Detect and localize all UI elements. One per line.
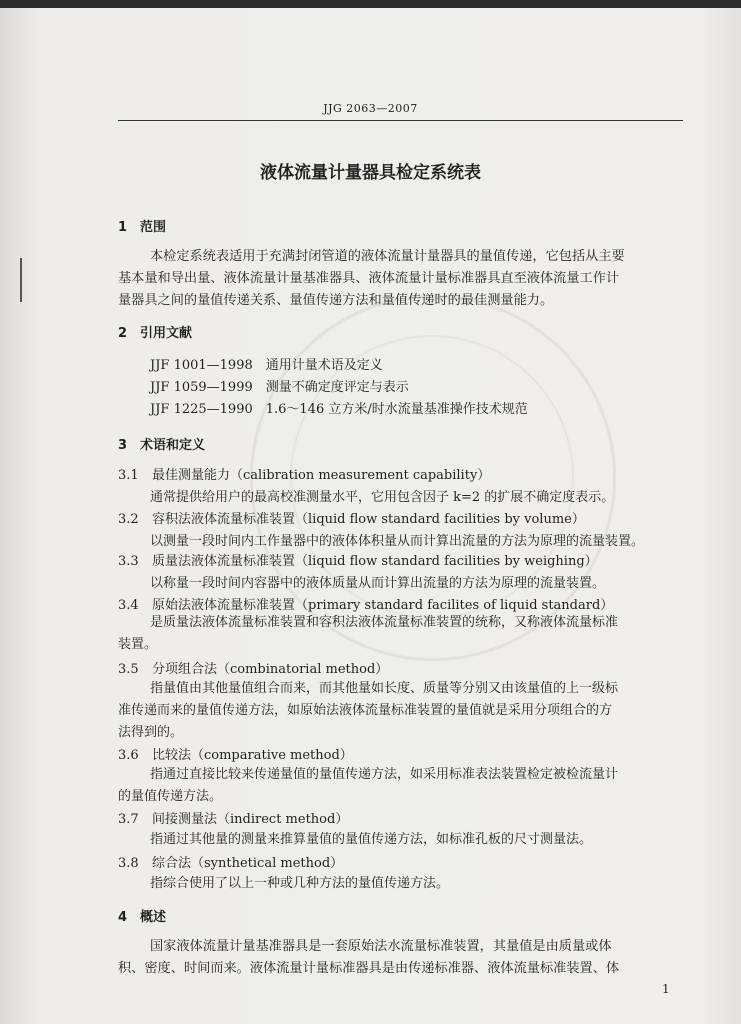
section-number: 3 xyxy=(118,438,128,453)
term-number: 3.4 xyxy=(118,598,139,613)
term-title: 间接测量法（indirect method） xyxy=(152,812,349,827)
term-number: 3.6 xyxy=(118,748,139,763)
section-title: 范围 xyxy=(140,220,167,235)
section-heading-references xyxy=(118,322,192,341)
term-title: 分项组合法（combinatorial method） xyxy=(152,662,389,677)
term-heading xyxy=(118,808,348,827)
term-title: 原始法液体流量标准装置（primary standard facilites of liquid standard） xyxy=(152,598,614,613)
scan-top-edge xyxy=(0,0,741,8)
text-line: 是质量法液体流量标准装置和容积法液体流量标准装置的统称，又称液体流量标准 xyxy=(150,615,619,630)
section-heading-terms xyxy=(118,434,205,453)
text-line: 法得到的。 xyxy=(118,725,184,740)
term-title: 容积法液体流量标准装置（liquid flow standard facilities by volume） xyxy=(152,512,585,527)
term-title: 质量法液体流量标准装置（liquid flow standard facilities by weighing） xyxy=(152,554,598,569)
text-line: 的量值传递方法。 xyxy=(118,789,223,804)
section-number: 1 xyxy=(118,220,128,235)
term-number: 3.2 xyxy=(118,512,139,527)
term-definition xyxy=(118,764,686,808)
section-number: 2 xyxy=(118,326,128,341)
term-heading xyxy=(118,464,490,483)
term-definition: 指通过其他量的测量来推算量值的量值传递方法，如标准孔板的尺寸测量法。 xyxy=(150,832,593,847)
text-line: 国家液体流量计量基准器具是一套原始法水流量标准装置，其量值是由质量或体 xyxy=(150,939,612,954)
term-definition: 指综合使用了以上一种或几种方法的量值传递方法。 xyxy=(150,876,450,891)
document-code: JJG 2063—2007 xyxy=(323,102,418,115)
term-heading xyxy=(118,658,388,677)
text-line: 装置。 xyxy=(118,637,158,652)
document-title: 液体流量计量器具检定系统表 xyxy=(260,163,481,183)
section-heading-overview xyxy=(118,906,166,925)
term-definition: 通常提供给用户的最高校准测量水平，它用包含因子 k=2 的扩展不确定度表示。 xyxy=(150,490,615,505)
section-number: 4 xyxy=(118,910,128,925)
term-heading xyxy=(118,508,585,527)
text-line: 本检定系统表适用于充满封闭管道的液体流量计量器具的量值传递，它包括从主要 xyxy=(150,249,625,264)
section-heading-scope xyxy=(118,216,166,235)
term-heading xyxy=(118,744,353,763)
section-title: 术语和定义 xyxy=(140,438,206,453)
term-number: 3.7 xyxy=(118,812,139,827)
section-title: 引用文献 xyxy=(140,326,193,341)
overview-paragraph xyxy=(118,936,686,980)
text-line: 准传递而来的量值传递方法，如原始法液体流量标准装置的量值就是采用分项组合的方 xyxy=(118,703,613,718)
term-title: 最佳测量能力（calibration measurement capability） xyxy=(152,468,491,483)
text-line: 积、密度、时间而来。液体流量计量标准器具是由传递标准器、液体流量标准装置、体 xyxy=(118,961,620,976)
text-line: 指量值由其他量值组合而来，而其他量如长度、质量等分别又由该量值的上一级标 xyxy=(150,681,619,696)
term-number: 3.5 xyxy=(118,662,139,677)
reference-item: JJF 1225—1990 1.6～146 立方米/时水流量基准操作技术规范 xyxy=(150,402,528,417)
term-number: 3.1 xyxy=(118,468,139,483)
term-definition xyxy=(118,612,686,656)
term-number: 3.8 xyxy=(118,856,139,871)
term-title: 比较法（comparative method） xyxy=(152,748,353,763)
term-definition xyxy=(118,678,686,744)
header-rule xyxy=(118,120,683,121)
scan-margin-mark xyxy=(20,258,22,302)
text-line: 量器具之间的量值传递关系、量值传递方法和量值传递时的最佳测量能力。 xyxy=(118,293,554,308)
term-definition: 以测量一段时间内工作量器中的液体体积量从而计算出流量的方法为原理的流量装置。 xyxy=(150,534,645,549)
reference-item: JJF 1001—1998 通用计量术语及定义 xyxy=(150,358,383,373)
term-heading xyxy=(118,550,598,569)
term-definition: 以称量一段时间内容器中的液体质量从而计算出流量的方法为原理的流量装置。 xyxy=(150,576,606,591)
term-heading xyxy=(118,594,613,613)
page-number: 1 xyxy=(662,982,670,996)
section-title: 概述 xyxy=(140,910,167,925)
text-line: 基本量和导出量、液体流量计量基准器具、液体流量计量标准器具直至液体流量工作计 xyxy=(118,271,620,286)
term-title: 综合法（synthetical method） xyxy=(152,856,344,871)
reference-item: JJF 1059—1999 测量不确定度评定与表示 xyxy=(150,380,409,395)
term-heading xyxy=(118,852,343,871)
term-number: 3.3 xyxy=(118,554,139,569)
text-line: 指通过直接比较来传递量值的量值传递方法，如采用标准表法装置检定被检流量计 xyxy=(150,767,619,782)
scope-paragraph xyxy=(118,246,686,312)
